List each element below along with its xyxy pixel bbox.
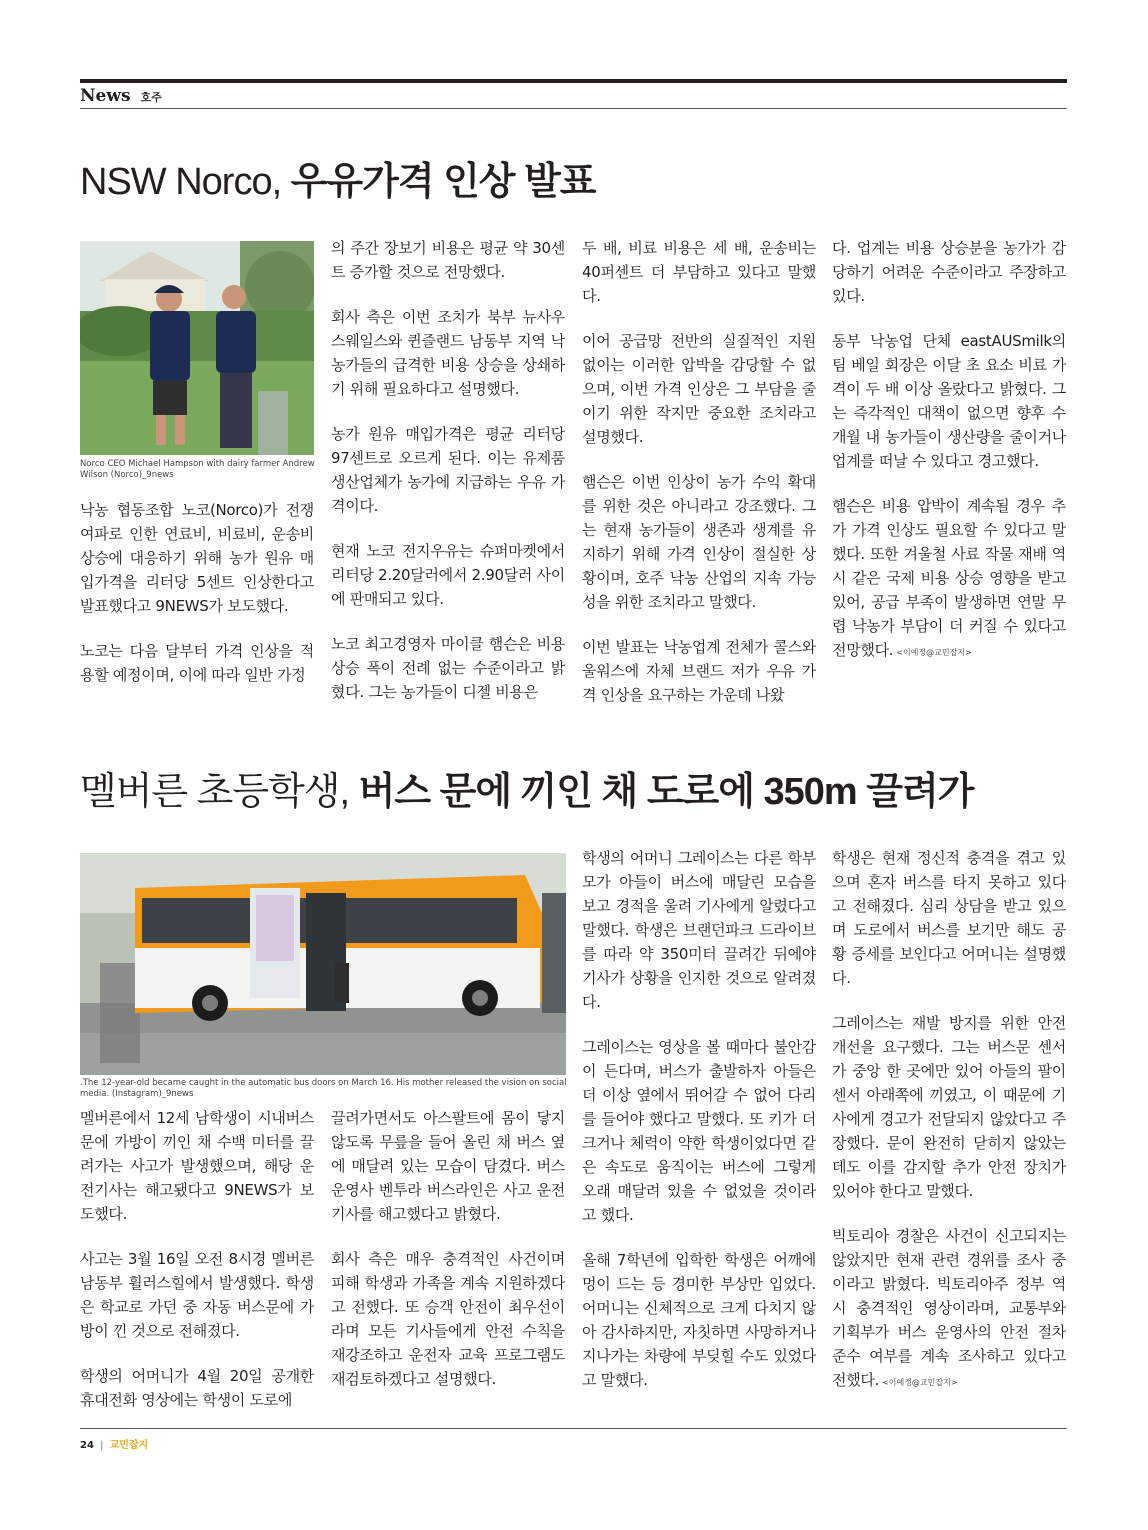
paragraph: 멜버른에서 12세 남학생이 시내버스 문에 가방이 끼인 채 수백 미터를 끌려가는 사고가 발생했으며, 해당 운전기사는 해고됐다고 9NEWS가 보도했다. xyxy=(80,1109,314,1223)
header-rule xyxy=(80,108,1067,109)
section-label xyxy=(80,86,162,106)
paragraph: 올해 7학년에 입학한 학생은 어깨에 멍이 드는 등 경미한 부상만 입었다. 어머니는 신체적으로 크게 다치지 않아 감사하지만, 자칫하면 사망하거나 지나가는 차량에 부딪힐 수도 있었다고 말했다. xyxy=(582,1251,816,1389)
paragraph: 학생의 어머니가 4월 20일 공개한 휴대전화 영상에는 학생이 도로에 xyxy=(80,1367,314,1409)
paragraph: 회사 측은 이번 조치가 북부 뉴사우스웨일스와 퀸즐랜드 남동부 지역 낙농가들의 급격한 비용 상승을 상쇄하기 위해 필요하다고 설명했다. xyxy=(331,308,565,398)
section-name: News xyxy=(80,86,131,106)
paragraph-text: 햄슨은 비용 압박이 계속될 경우 추가 가격 인상도 필요할 수 있다고 말했다. 또한 겨울철 사료 작물 재배 역시 같은 국제 비용 상승 영향을 받고 있어, 공급 부족이 발생하면 연말 무렵 낙농가 부담이 더 커질 수 있다고 전망했다. xyxy=(832,497,1066,659)
article1-title-light: NSW Norco, xyxy=(80,161,291,203)
article1-column-2 xyxy=(331,236,565,725)
paragraph: 동부 낙농업 단체 eastAUSmilk의 팀 베일 회장은 이달 초 요소 비료 가격이 두 배 이상 올랐다고 밝혔다. 그는 즉각적인 대책이 없으면 향후 수개월 내 농가들이 생산량을 줄이거나 업계를 떠날 수 있다고 경고했다. xyxy=(832,332,1066,470)
top-rule xyxy=(80,79,1067,83)
article1-title-bold: 우유가격 인상 발표 xyxy=(290,161,596,203)
paragraph: 학생은 현재 정신적 충격을 겪고 있으며 혼자 버스를 타지 못하고 있다고 전해졌다. 심리 상담을 받고 있으며 도로에서 버스를 보기만 해도 공황 증세를 보인다고 어머니는 설명했다. xyxy=(832,849,1066,987)
page-footer xyxy=(80,1436,148,1451)
paragraph: 이번 발표는 낙농업계 전체가 콜스와 울워스에 자체 브랜드 저가 우유 가격 인상을 요구하는 가운데 나왔 xyxy=(582,638,816,704)
article2-column-3 xyxy=(582,846,816,1413)
bus-photo xyxy=(80,853,566,1075)
article1-column-3 xyxy=(582,236,816,728)
paragraph: 학생의 어머니 그레이스는 다른 학부모가 아들이 버스에 매달린 모습을 보고 경적을 울려 기사에게 알렸다고 말했다. 학생은 브랜던파크 드라이브를 따라 약 350미터 끌려간 뒤에야 기사가 상황을 인지한 것으로 알려졌다. xyxy=(582,849,816,1011)
paragraph: 그레이스는 영상을 볼 때마다 불안감이 든다며, 버스가 출발하자 아들은 더 이상 옆에서 뛰어갈 수 없어 다리를 들어야 했다고 말했다. 또 키가 더 크거나 체력이 약한 학생이었다면 같은 속도로 움직이는 버스에 그렇게 오래 매달려 있을 수 없었을 것이라고 했다. xyxy=(582,1038,816,1224)
paragraph: 의 주간 장보기 비용은 평균 약 30센트 증가할 것으로 전망했다. xyxy=(331,239,565,281)
paragraph-text: 빅토리아 경찰은 사건이 신고되지는 않았지만 현재 관련 경위를 조사 중이라고 밝혔다. 빅토리아주 정부 역시 충격적인 영상이라며, 교통부와 기획부가 버스 운영사의 안전 절차 준수 여부를 계속 조사하고 있다고 전했다. xyxy=(832,1227,1066,1389)
article1-photo xyxy=(80,241,314,455)
brand-logo: 교민잡지 xyxy=(109,1440,149,1451)
paragraph: 그레이스는 재발 방지를 위한 안전 개선을 요구했다. 그는 버스문 센서가 중앙 한 곳에만 있어 아들의 팔이 센서 아래쪽에 끼였고, 이 때문에 기사에게 경고가 전달되지 않았다고 주장했다. 문이 완전히 닫히지 않았는데도 이를 감지할 추가 안전 장치가 있어야 한다고 말했다. xyxy=(832,1014,1066,1200)
article1-column-1 xyxy=(80,498,314,708)
paragraph: 사고는 3월 16일 오전 8시경 멜버른 남동부 휠러스힐에서 발생했다. 학생은 학교로 가던 중 자동 버스문에 가방이 낀 것으로 전해졌다. xyxy=(80,1250,314,1340)
article2-credit: <이예정@교민잡지> xyxy=(882,1378,958,1387)
article2-title-light: 멜버른 초등학생, xyxy=(80,771,359,813)
article2-column-2 xyxy=(331,1106,565,1412)
paragraph-last xyxy=(832,494,1066,665)
article2-column-4 xyxy=(832,846,1066,1416)
footer-separator: | xyxy=(99,1440,104,1451)
article2-title-bold: 버스 문에 끼인 채 도로에 350m 끌려가 xyxy=(358,771,974,813)
paragraph: 두 배, 비료 비용은 세 배, 운송비는 40퍼센트 더 부담하고 있다고 말했다. xyxy=(582,239,816,305)
article2-column-1 xyxy=(80,1106,314,1433)
paragraph: 농가 원유 매입가격은 평균 리터당 97센트로 오르게 된다. 이는 유제품 생산업체가 농가에 지급하는 우유 가격이다. xyxy=(331,425,565,515)
paragraph: 끌려가면서도 아스팔트에 몸이 닿지 않도록 무릎을 들어 올린 채 버스 옆에 매달려 있는 모습이 담겼다. 버스 운영사 벤투라 버스라인은 사고 운전기사를 해고했다고 밝혔다. xyxy=(331,1109,565,1223)
paragraph: 현재 노코 전지우유는 슈퍼마켓에서 리터당 2.20달러에서 2.90달러 사이에 판매되고 있다. xyxy=(331,542,565,608)
page-number: 24 xyxy=(80,1440,94,1451)
paragraph: 회사 측은 매우 충격적인 사건이며 피해 학생과 가족을 계속 지원하겠다고 전했다. 또 승객 안전이 최우선이라며 모든 기사들에게 안전 수칙을 재강조하고 운전자 교육 프로그램도 재검토하겠다고 설명했다. xyxy=(331,1250,565,1388)
article2-photo xyxy=(80,853,566,1075)
paragraph: 노코는 다음 달부터 가격 인상을 적용할 예정이며, 이에 따라 일반 가정 xyxy=(80,642,314,684)
paragraph: 햄슨은 이번 인상이 농가 수익 확대를 위한 것은 아니라고 강조했다. 그는 현재 농가들이 생존과 생계를 유지하기 위해 가격 인상이 절실한 상황이며, 호주 낙농 산업의 지속 가능성을 위한 조치라고 말했다. xyxy=(582,473,816,611)
article2-caption: .The 12-year-old became caught in the automatic bus doors on March 16. His mother released the vision on social media. (Instagram)_9news xyxy=(80,1078,567,1099)
footer-rule xyxy=(80,1428,1067,1429)
article2-headline xyxy=(80,760,973,815)
article1-column-4 xyxy=(832,236,1066,686)
article1-caption: Norco CEO Michael Hampson with dairy farmer Andrew Wilson (Norco)_9news xyxy=(80,459,315,480)
paragraph: 낙농 협동조합 노코(Norco)가 전쟁 여파로 인한 연료비, 비료비, 운송비 상승에 대응하기 위해 농가 원유 매입가격을 리터당 5센트 인상한다고 발표했다고 9NEWS가 보도했다. xyxy=(80,501,314,615)
article1-headline xyxy=(80,150,595,205)
section-subname: 호주 xyxy=(140,91,162,104)
paragraph-last xyxy=(832,1224,1066,1395)
article1-credit: <이예정@교민잡지> xyxy=(896,648,972,657)
paragraph: 노코 최고경영자 마이클 햄슨은 비용 상승 폭이 전례 없는 수준이라고 밝혔다. 그는 농가들이 디젤 비용은 xyxy=(331,635,565,701)
paragraph: 다. 업계는 비용 상승분을 농가가 감당하기 어려운 수준이라고 주장하고 있다. xyxy=(832,239,1066,305)
paragraph: 이어 공급망 전반의 실질적인 지원 없이는 이러한 압박을 감당할 수 없으며, 이번 가격 인상은 그 부담을 줄이기 위한 작지만 중요한 조치라고 설명했다. xyxy=(582,332,816,446)
dairy-farmers-photo xyxy=(80,241,314,455)
